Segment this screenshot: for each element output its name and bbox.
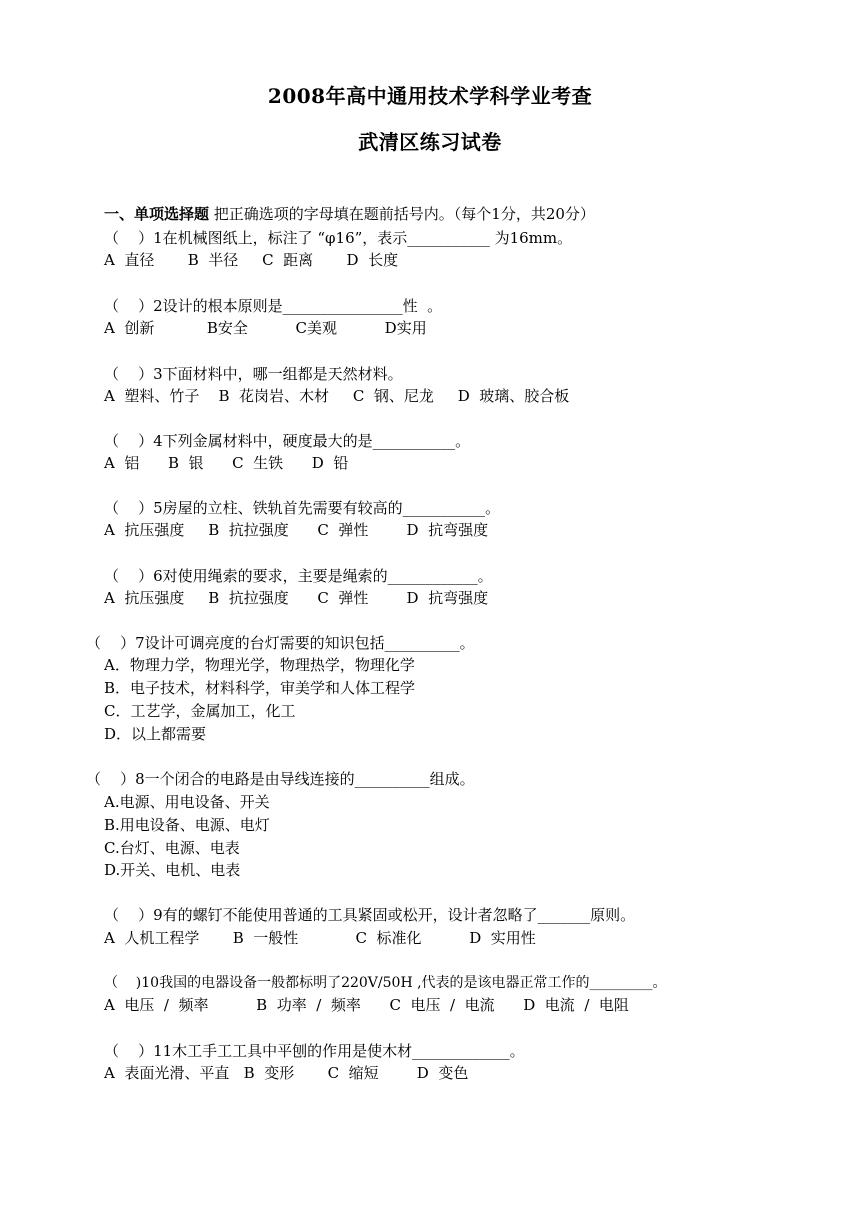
- options-5: A 抗压强度 B 抗拉强度 C 弹性 D 抗弯强度: [104, 521, 489, 539]
- option-8d: D.开关、电机、电表: [104, 861, 241, 879]
- question-11: （ ）11木工手工工具中平刨的作用是使木材_____________。: [104, 1042, 525, 1060]
- question-6: （ ）6对使用绳索的要求，主要是绳索的____________。: [104, 567, 493, 585]
- option-7d: D．以上都需要: [104, 725, 207, 743]
- question-3: （ ）3下面材料中，哪一组都是天然材料。: [104, 365, 403, 383]
- option-7b: B．电子技术，材料科学，审美学和人体工程学: [104, 679, 416, 697]
- question-7: （ ）7设计可调亮度的台灯需要的知识包括__________。: [86, 634, 475, 652]
- exam-subtitle: 武清区练习试卷: [358, 130, 502, 154]
- question-5: （ ）5房屋的立柱、铁轨首先需要有较高的___________。: [104, 499, 501, 517]
- options-10: A 电压 / 频率 B 功率 / 频率 C 电压 / 电流 D 电流 / 电阻: [104, 996, 629, 1014]
- option-8a: A.电源、用电设备、开关: [104, 793, 270, 811]
- question-2: （ ）2设计的根本原则是________________性 。: [104, 297, 443, 315]
- section-heading: 一、单项选择题: [104, 205, 210, 223]
- options-1: A 直径 B 半径 C 距离 D 长度: [104, 251, 399, 269]
- option-7c: C．工艺学，金属加工，化工: [104, 702, 296, 720]
- options-4: A 铝 B 银 C 生铁 D 铅: [104, 454, 349, 472]
- question-10: （ )10我国的电器设备一般都标明了220V/50H ,代表的是该电器正常工作的_________。: [104, 975, 667, 991]
- options-2: A 创新 B安全 C美观 D实用: [104, 319, 427, 337]
- option-7a: A．物理力学，物理光学，物理热学，物理化学: [104, 656, 415, 674]
- option-8b: B.用电设备、电源、电灯: [104, 816, 270, 834]
- exam-title: 2008年高中通用技术学科学业考查: [267, 84, 593, 108]
- section-instruction: 把正确选项的字母填在题前括号内。（每个1分，共20分）: [209, 205, 595, 223]
- option-8c: C.台灯、电源、电表: [104, 839, 240, 857]
- options-9: A 人机工程学 B 一般性 C 标准化 D 实用性: [104, 929, 536, 947]
- options-11: A 表面光滑、平直 B 变形 C 缩短 D 变色: [104, 1064, 469, 1082]
- question-1: （ ）1在机械图纸上，标注了 “φ16”，表示___________ 为16mm。: [104, 229, 573, 247]
- options-6: A 抗压强度 B 抗拉强度 C 弹性 D 抗弯强度: [104, 589, 489, 607]
- question-8: （ ）8一个闭合的电路是由导线连接的__________组成。: [86, 770, 475, 788]
- question-9: （ ）9有的螺钉不能使用普通的工具紧固或松开，设计者忽略了_______原则。: [104, 906, 636, 924]
- options-3: A 塑料、竹子 B 花岗岩、木材 C 钢、尼龙 D 玻璃、胶合板: [104, 387, 570, 405]
- question-4: （ ）4下列金属材料中，硬度最大的是___________。: [104, 432, 471, 450]
- section-header: [104, 204, 595, 224]
